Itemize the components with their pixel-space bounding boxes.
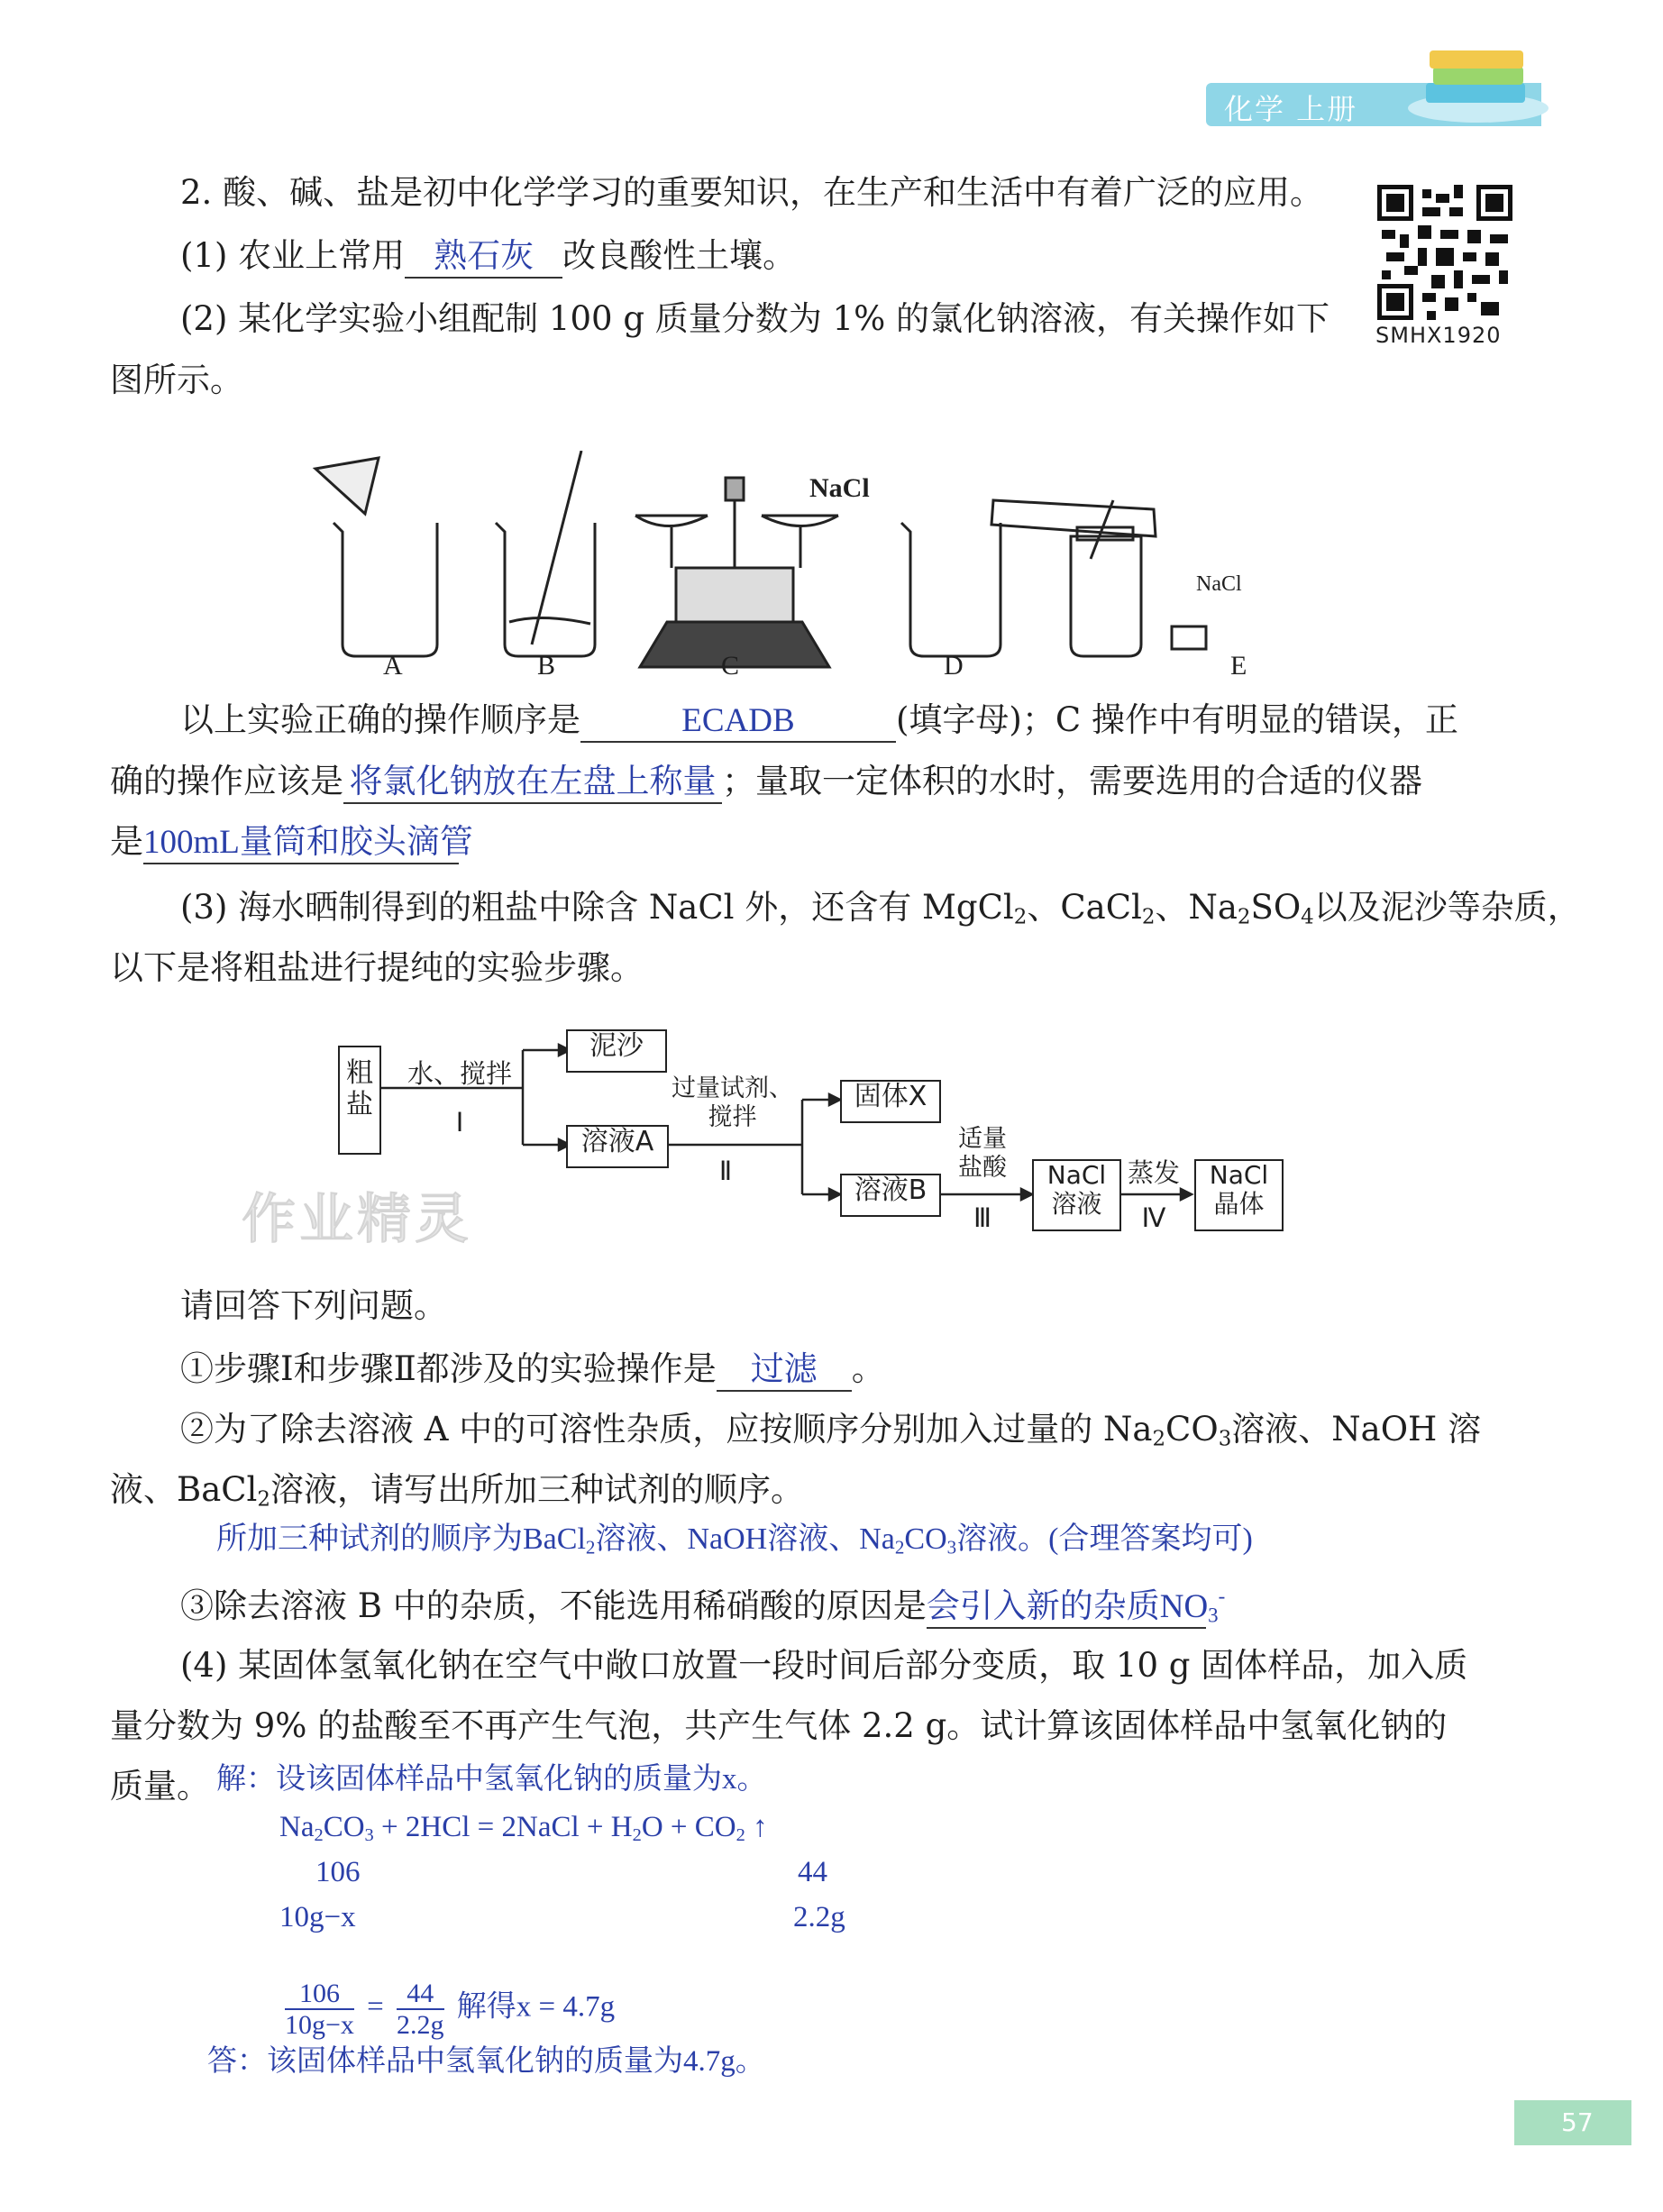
flow-sand: 泥沙 [566,1029,667,1073]
flow-nacl-solution: NaCl 溶液 [1032,1159,1121,1231]
order-line: 以上实验正确的操作顺序是 ECADB (填字母)；C 操作中有明显的错误，正 [180,700,1458,743]
answer-blank-q3[interactable]: 会引入新的杂质$NO_3^-$ [927,1587,1206,1629]
part-2-line-2: 图所示。 [110,361,243,399]
figure-label-b: B [537,651,556,681]
sub-question-3: ③除去溶液 B 中的杂质，不能选用稀硝酸的原因是会引入新的杂质$NO_3^-$ [180,1586,1206,1629]
solution-intro: 解：设该固体样品中氢氧化钠的质量为x。 [216,1763,767,1796]
molar-mass-1: 106 [315,1856,361,1888]
books-icon [1406,36,1550,126]
part-4-line-3: 质量。 [110,1767,210,1805]
instrument-line: 是100mL量筒和胶头滴管 [110,822,459,864]
part-3-line-1: (3) 海水晒制得到的粗盐中除含 NaCl 外，还含有 MgCl$_2$、CaCl$_2$、$Na_2SO_4$以及泥沙等杂质， [180,888,1581,929]
flow-crude-salt: 粗 盐 [338,1046,381,1155]
flow-step1-label: 水、搅拌 [407,1058,512,1089]
correct-line: 确的操作应该是 将氯化钠放在左盘上称量 ；量取一定体积的水时，需要选用的合适的仪器 [110,762,1422,804]
part-4-line-1: (4) 某固体氢氧化钠在空气中敞口放置一段时间后部分变质，取 10 g 固体样品，加入质 [180,1646,1468,1685]
molar-mass-2: 44 [798,1856,827,1888]
flow-step4-num: Ⅳ [1141,1202,1166,1233]
graduated-cylinder [991,500,1156,536]
figure-label-e: E [1230,651,1247,681]
sub-question-2-line-1: ②为了除去溶液 A 中的可溶性杂质，应按顺序分别加入过量的 $Na_2CO_3$溶液、NaOH 溶 [180,1410,1482,1451]
flow-solution-a: 溶液A [566,1125,669,1168]
final-answer: 答：该固体样品中氢氧化钠的质量为4.7g。 [207,2045,765,2078]
experiment-figure [306,451,1208,685]
watermark: 作业精灵 [242,1188,472,1251]
flow-step4-label: 蒸发 [1127,1157,1180,1188]
page-number-tab [1514,2100,1631,2145]
glass-rod [532,451,581,644]
flow-step3-num: Ⅲ [973,1202,991,1233]
header-tab-label: 化学 上册 [1224,92,1358,126]
beaker-a [334,523,437,656]
qr-code-icon[interactable] [1377,185,1512,320]
flow-nacl-crystal: NaCl 晶体 [1194,1159,1284,1231]
figure-label-d: D [944,651,964,681]
flow-step2-label: 过量试剂、 搅拌 [672,1074,793,1132]
answer-q2: 所加三种试剂的顺序为BaCl$_2$溶液、NaOH溶液、$Na_2CO_3$溶液。(合理答案均可) [216,1522,1253,1558]
value-2: 2.2g [793,1901,845,1933]
answer-blank-q1[interactable]: 过滤 [717,1350,852,1392]
qr-code-text: SMHX1920 [1375,323,1502,348]
sub-question-2-line-2: 液、BaCl$_2$溶液，请写出所加三种试剂的顺序。 [110,1470,804,1512]
value-1: 10g−x [279,1901,356,1933]
sub-question-1: ①步骤Ⅰ和步骤Ⅱ都涉及的实验操作是 过滤 。 [180,1349,885,1392]
part-1: (1) 农业上常用 熟石灰 改良酸性土壤。 [180,236,796,279]
flow-step2-num: Ⅱ [718,1156,733,1186]
question-intro: 2. 酸、碱、盐是初中化学学习的重要知识，在生产和生活中有着广泛的应用。 [180,173,1324,212]
part-3-line-2: 以下是将粗盐进行提纯的实验步骤。 [110,948,644,987]
proportion-equation: $\frac{106}{10g-x}$ = $\frac{44}{2.2g}$ 解得x = 4.7g [285,1979,616,2040]
reagent-jar [1071,536,1141,656]
weighing-paper [315,458,379,514]
nacl-label: NaCl [809,473,870,503]
part-4-line-2: 量分数为 9% 的盐酸至不再产生气泡，共产生气体 2.2 g。试计算该固体样品中氢氧化钠的 [110,1706,1448,1745]
beaker-d [901,523,1001,656]
answer-blank-order[interactable]: ECADB [580,701,896,743]
figure-label-c: C [721,651,740,681]
answer-blank-instrument[interactable]: 100mL量筒和胶头滴管 [143,823,459,864]
chemical-equation: $Na_2CO_3 + 2HCl$ = 2NaCl + $H_2O + CO_2$ ↑ [279,1811,768,1846]
figure-label-a: A [383,651,403,681]
answer-blank-1[interactable]: 熟石灰 [405,237,562,279]
answer-prompt: 请回答下列问题。 [180,1286,447,1325]
flow-step1-num: Ⅰ [455,1107,464,1138]
page-number: 57 [1561,2107,1594,2137]
flow-step3-label: 适量 盐酸 [958,1125,1007,1183]
nacl-jar-label: NaCl [1196,572,1242,596]
flow-solution-b: 溶液B [840,1174,941,1217]
flow-solid-x: 固体X [840,1080,941,1123]
answer-blank-correct[interactable]: 将氯化钠放在左盘上称量 [343,763,722,804]
part-2-line-1: (2) 某化学实验小组配制 100 g 质量分数为 1% 的氯化钠溶液，有关操作如下 [180,299,1329,338]
